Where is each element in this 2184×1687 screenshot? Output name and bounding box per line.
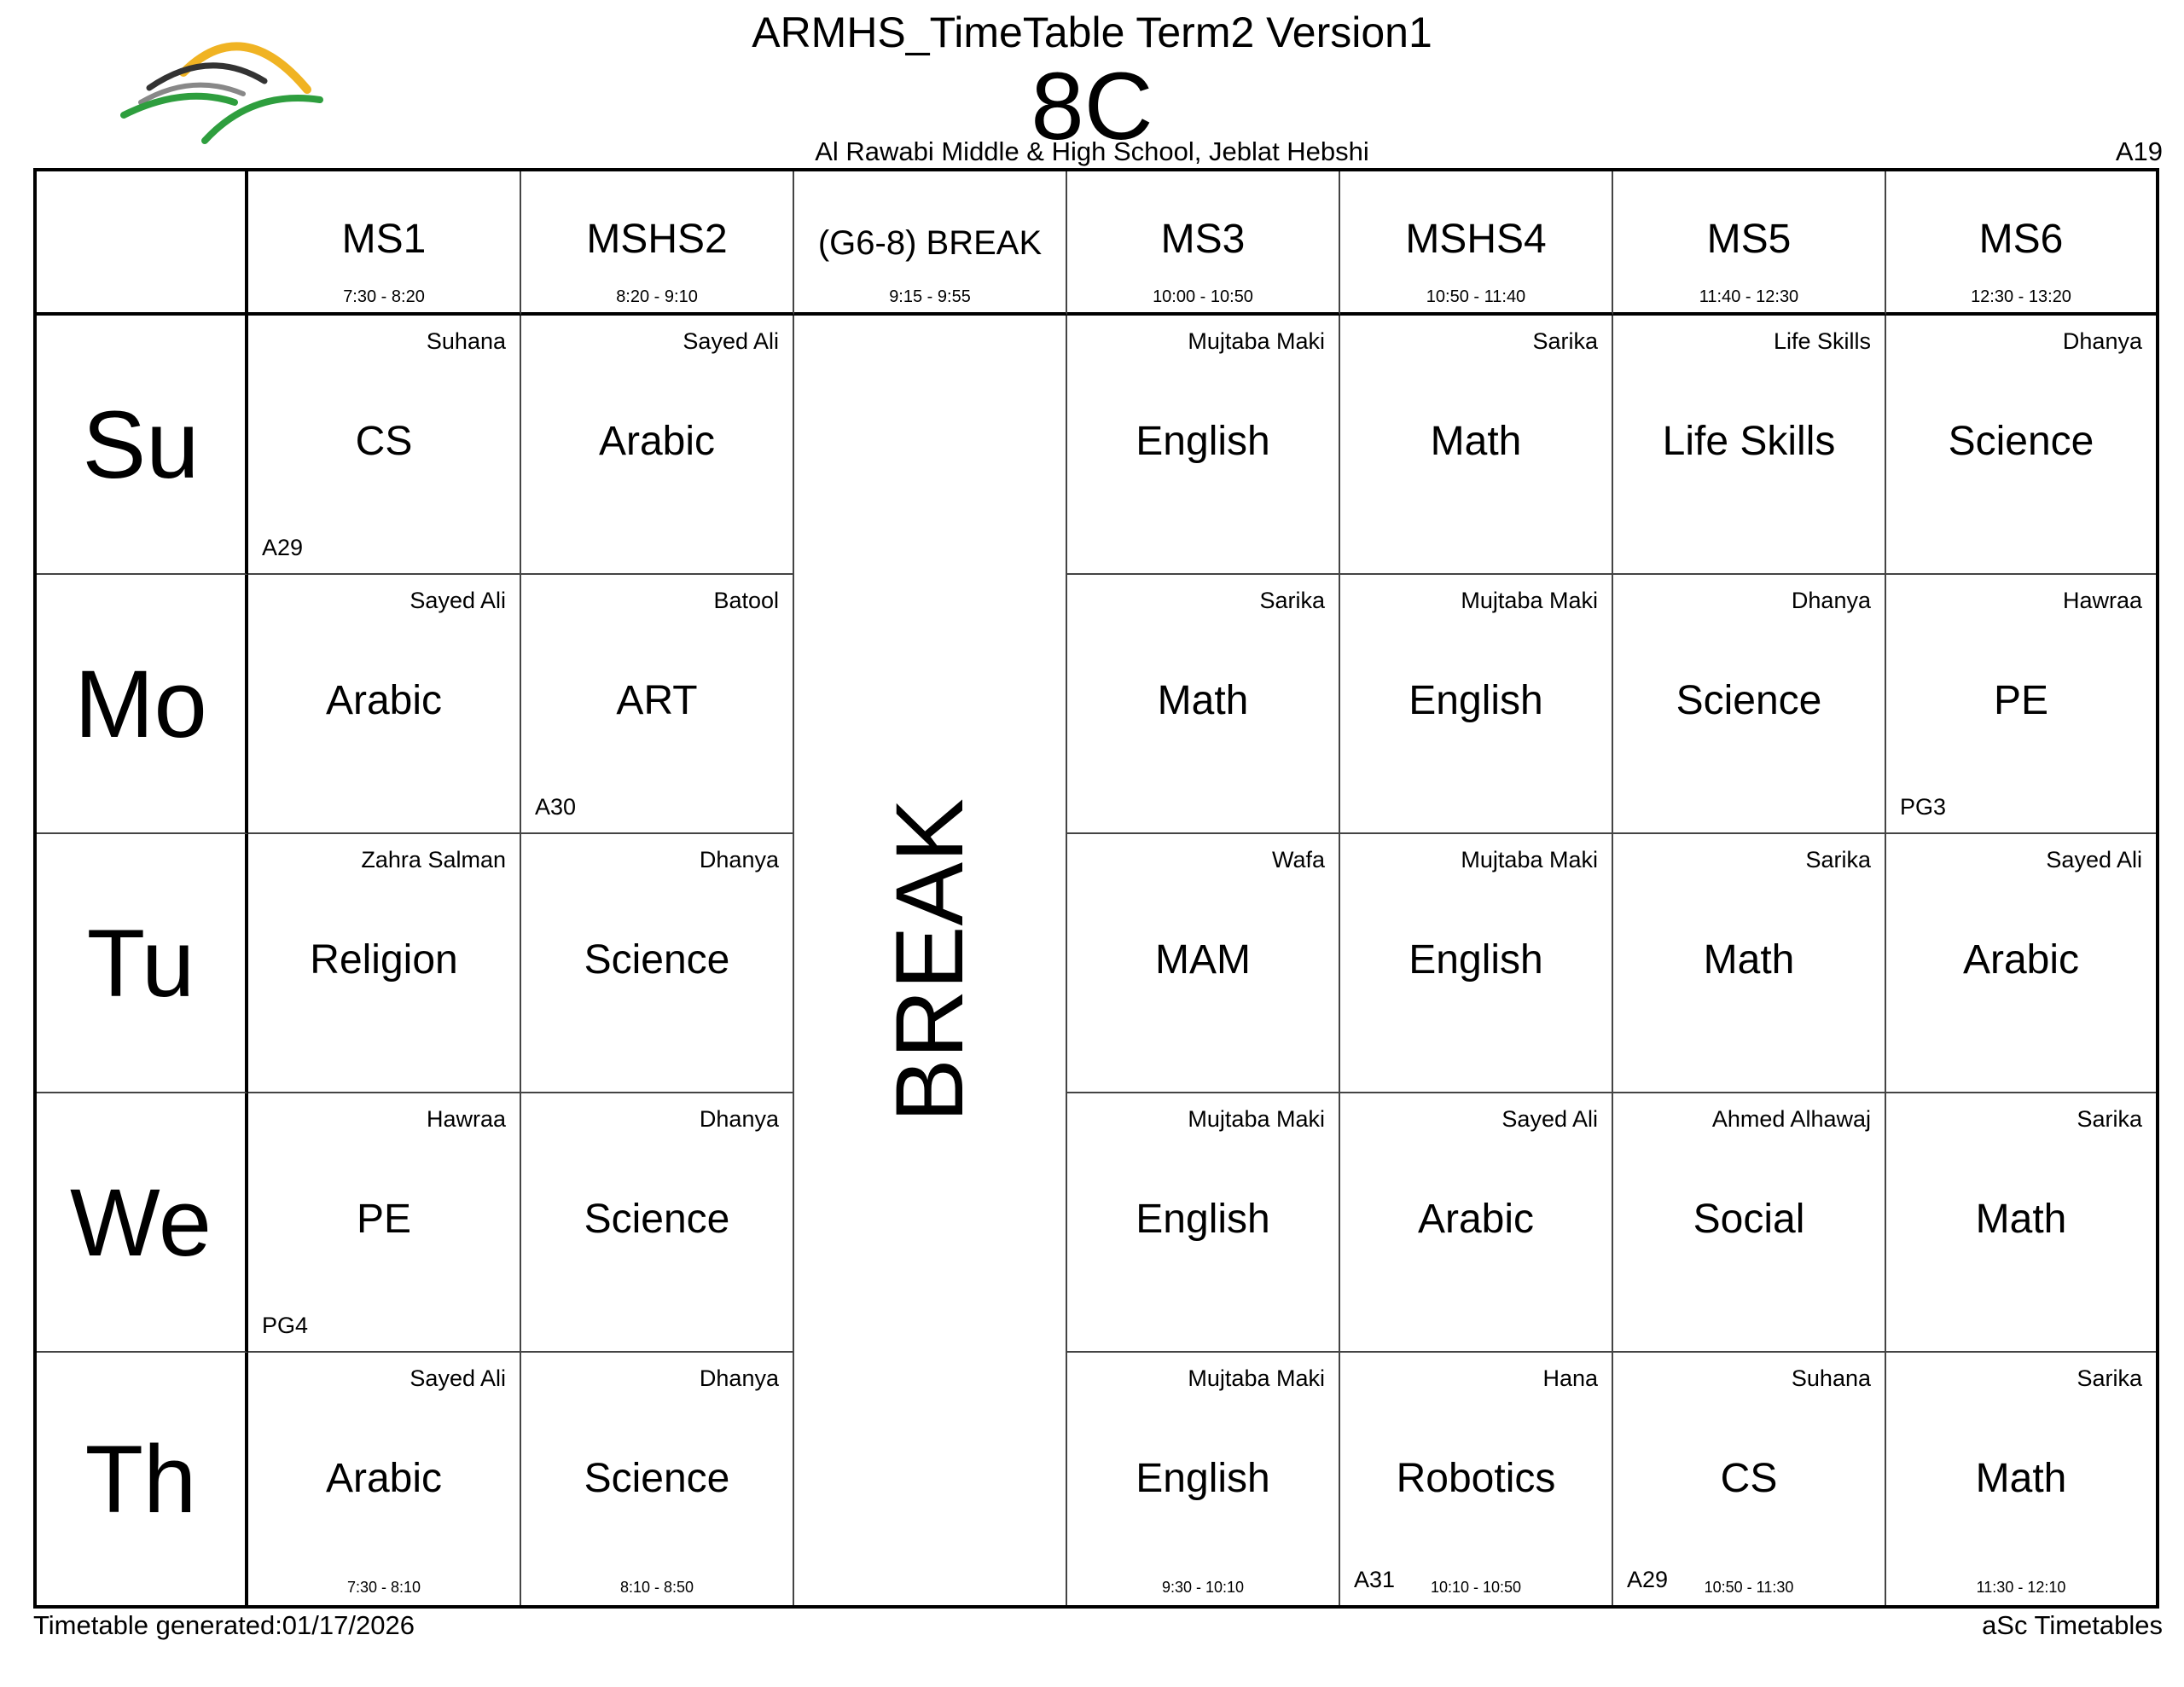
subject-name: Social — [1693, 1197, 1805, 1242]
period-time: 7:30 - 8:20 — [343, 287, 425, 306]
period-name: (G6-8) BREAK — [817, 224, 1043, 262]
lesson-cell — [248, 316, 521, 575]
lesson-cell — [521, 1093, 794, 1353]
subject-name: Arabic — [1962, 937, 2080, 983]
subject-name: CS — [355, 419, 413, 464]
subject-name: English — [1136, 1456, 1270, 1501]
teacher-name: Life Skills — [1773, 328, 1871, 354]
room-code: A31 — [1354, 1567, 1396, 1592]
room-code: A30 — [535, 794, 577, 820]
subject-name: Arabic — [598, 419, 716, 464]
day-label: Su — [37, 316, 248, 575]
generated-date: Timetable generated:01/17/2026 — [33, 1610, 415, 1640]
lesson-cell — [248, 1353, 521, 1605]
teacher-name: Suhana — [1791, 1365, 1871, 1391]
lesson-cell — [1886, 1353, 2156, 1605]
subject-name: Science — [584, 1197, 730, 1242]
lesson-time: 7:30 - 8:10 — [346, 1579, 421, 1596]
teacher-name: Mujtaba Maki — [1188, 1106, 1325, 1132]
lesson-cell — [1067, 316, 1340, 575]
subject-name: Math — [1430, 419, 1522, 464]
room-code: A29 — [1627, 1567, 1669, 1592]
period-name: MS3 — [1160, 217, 1246, 262]
lesson-cell — [1340, 1093, 1613, 1353]
teacher-name: Ahmed Alhawaj — [1711, 1106, 1871, 1132]
period-header — [248, 171, 521, 316]
subject-name: Math — [1975, 1197, 2067, 1242]
subject-name: Arabic — [325, 1456, 443, 1501]
lesson-cell — [1613, 575, 1886, 834]
lesson-cell — [248, 575, 521, 834]
teacher-name: Sayed Ali — [682, 328, 779, 354]
break-column — [794, 316, 1067, 1605]
period-header — [1340, 171, 1613, 316]
subject-name: Math — [1703, 937, 1795, 983]
teacher-name: Mujtaba Maki — [1188, 1365, 1325, 1391]
teacher-name: Hawraa — [2062, 588, 2142, 613]
class-name: 8C — [1031, 53, 1153, 159]
lesson-cell — [1067, 834, 1340, 1093]
teacher-name: Sarika — [2077, 1106, 2142, 1132]
teacher-name: Mujtaba Maki — [1188, 328, 1325, 354]
period-header — [1067, 171, 1340, 316]
lesson-time: 10:50 - 11:30 — [1704, 1579, 1794, 1596]
subject-name: Life Skills — [1662, 419, 1836, 464]
subject-name: Arabic — [325, 678, 443, 723]
room-code: A29 — [262, 535, 304, 560]
day-label: Mo — [37, 575, 248, 834]
subject-name: English — [1136, 419, 1270, 464]
lesson-cell — [1886, 316, 2156, 575]
timetable-grid — [33, 168, 2159, 1609]
period-header — [521, 171, 794, 316]
period-name: MS6 — [1978, 217, 2064, 262]
school-name: Al Rawabi Middle & High School, Jeblat Hebshi — [815, 136, 1369, 166]
lesson-cell — [248, 1093, 521, 1353]
subject-name: English — [1136, 1197, 1270, 1242]
room-code: PG4 — [262, 1313, 309, 1338]
subject-name: Religion — [310, 937, 458, 983]
teacher-name: Sayed Ali — [410, 1365, 506, 1391]
teacher-name: Hawraa — [426, 1106, 506, 1132]
room-code: PG3 — [1900, 794, 1947, 820]
lesson-cell — [1340, 1353, 1613, 1605]
teacher-name: Mujtaba Maki — [1461, 588, 1598, 613]
lesson-cell — [1067, 575, 1340, 834]
teacher-name: Sayed Ali — [1502, 1106, 1598, 1132]
lesson-cell — [1613, 1353, 1886, 1605]
teacher-name: Dhanya — [699, 1365, 779, 1391]
teacher-name: Dhanya — [699, 847, 779, 872]
teacher-name: Sayed Ali — [410, 588, 506, 613]
lesson-cell — [521, 316, 794, 575]
period-time: 8:20 - 9:10 — [616, 287, 698, 306]
day-label: Th — [37, 1353, 248, 1605]
teacher-name: Wafa — [1271, 847, 1325, 872]
teacher-name: Suhana — [426, 328, 506, 354]
period-name: MS1 — [341, 217, 427, 262]
lesson-cell — [1067, 1353, 1340, 1605]
lesson-cell — [1886, 1093, 2156, 1353]
corner-cell — [37, 171, 248, 316]
lesson-cell — [1067, 1093, 1340, 1353]
day-label: Tu — [37, 834, 248, 1093]
period-header — [1613, 171, 1886, 316]
teacher-name: Sarika — [1259, 588, 1325, 613]
day-label: We — [37, 1093, 248, 1353]
teacher-name: Batool — [713, 588, 779, 613]
lesson-cell — [1340, 575, 1613, 834]
teacher-name: Sarika — [2077, 1365, 2142, 1391]
timetable-title: ARMHS_TimeTable Term2 Version1 — [752, 9, 1432, 56]
lesson-cell — [521, 575, 794, 834]
break-label: BREAK — [876, 798, 983, 1122]
lesson-time: 11:30 - 12:10 — [1976, 1579, 2066, 1596]
subject-name: Science — [1948, 419, 2094, 464]
teacher-name: Mujtaba Maki — [1461, 847, 1598, 872]
teacher-name: Dhanya — [699, 1106, 779, 1132]
lesson-time: 8:10 - 8:50 — [619, 1579, 694, 1596]
subject-name: Robotics — [1396, 1456, 1556, 1501]
teacher-name: Sarika — [1532, 328, 1598, 354]
period-name: MS5 — [1706, 217, 1792, 262]
subject-name: English — [1409, 937, 1543, 983]
subject-name: Math — [1157, 678, 1249, 723]
lesson-cell — [1340, 316, 1613, 575]
period-header — [794, 171, 1067, 316]
home-room: A19 — [2115, 136, 2163, 166]
lesson-cell — [1613, 316, 1886, 575]
lesson-cell — [521, 1353, 794, 1605]
lesson-cell — [248, 834, 521, 1093]
teacher-name: Zahra Salman — [361, 847, 506, 872]
subject-name: PE — [1993, 678, 2049, 723]
period-time: 11:40 - 12:30 — [1699, 287, 1799, 306]
software-brand: aSc Timetables — [1982, 1610, 2163, 1640]
subject-name: Arabic — [1417, 1197, 1535, 1242]
period-time: 12:30 - 13:20 — [1971, 287, 2071, 306]
lesson-cell — [1613, 1093, 1886, 1353]
subject-name: Science — [1676, 678, 1822, 723]
period-time: 9:15 - 9:55 — [889, 287, 971, 306]
period-time: 10:50 - 11:40 — [1426, 287, 1526, 306]
subject-name: PE — [356, 1197, 412, 1242]
lesson-cell — [1340, 834, 1613, 1093]
teacher-name: Dhanya — [2062, 328, 2142, 354]
subject-name: English — [1409, 678, 1543, 723]
lesson-cell — [1886, 834, 2156, 1093]
teacher-name: Sarika — [1805, 847, 1871, 872]
period-time: 10:00 - 10:50 — [1153, 287, 1253, 306]
lesson-cell — [1613, 834, 1886, 1093]
lesson-cell — [1886, 575, 2156, 834]
lesson-time: 9:30 - 10:10 — [1161, 1579, 1245, 1596]
subject-name: Science — [584, 1456, 730, 1501]
subject-name: MAM — [1155, 937, 1251, 983]
period-name: MSHS4 — [1405, 217, 1547, 262]
period-header — [1886, 171, 2156, 316]
subject-name: Science — [584, 937, 730, 983]
subject-name: CS — [1720, 1456, 1778, 1501]
subject-name: ART — [616, 678, 698, 723]
lesson-cell — [521, 834, 794, 1093]
lesson-time: 10:10 - 10:50 — [1430, 1579, 1522, 1596]
teacher-name: Sayed Ali — [2046, 847, 2142, 872]
subject-name: Math — [1975, 1456, 2067, 1501]
teacher-name: Dhanya — [1791, 588, 1871, 613]
period-name: MSHS2 — [586, 217, 728, 262]
teacher-name: Hana — [1542, 1365, 1598, 1391]
